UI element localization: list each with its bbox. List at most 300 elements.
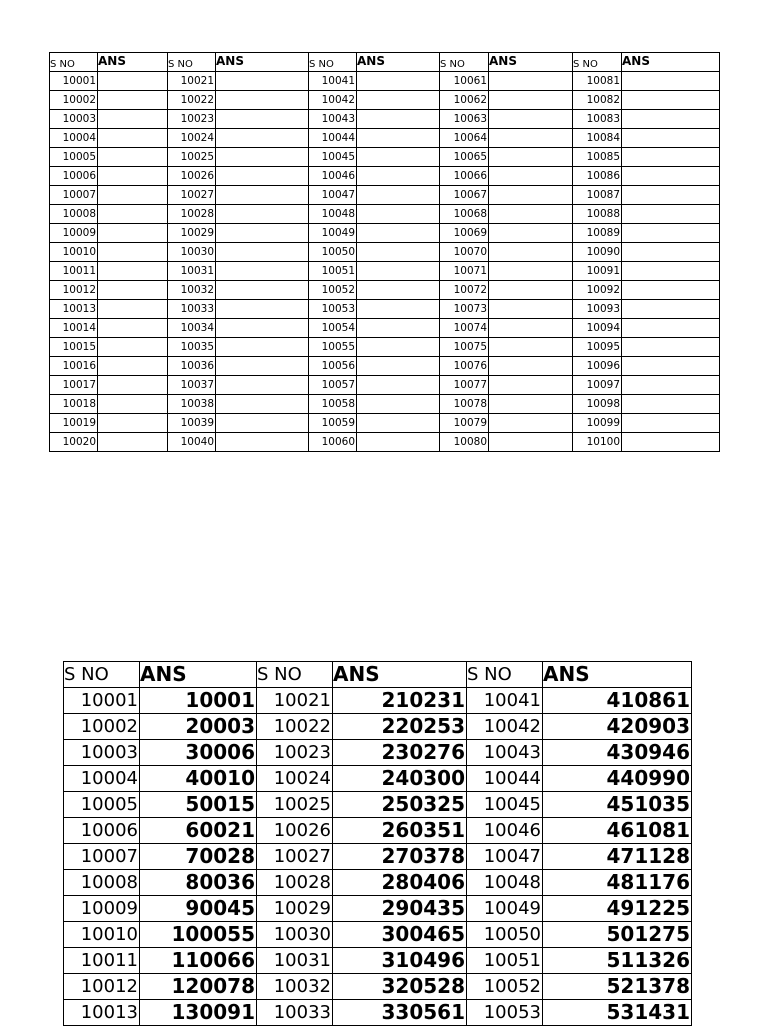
answer-cell: 260351 [333, 818, 467, 844]
answer-cell [622, 338, 720, 357]
answer-cell [98, 205, 168, 224]
serial-number-cell: 10007 [50, 186, 98, 205]
serial-number-cell: 10045 [467, 792, 543, 818]
table-header-row [50, 53, 720, 72]
answer-cell: 420903 [543, 714, 692, 740]
answer-cell [357, 167, 440, 186]
answer-cell: 130091 [140, 1000, 257, 1026]
table-row [50, 395, 720, 414]
answer-cell [489, 262, 573, 281]
header-ans: ANS [333, 662, 467, 688]
answer-cell: 240300 [333, 766, 467, 792]
answer-cell [98, 376, 168, 395]
answer-cell [357, 433, 440, 452]
table-row [64, 766, 692, 792]
serial-number-cell: 10040 [168, 433, 216, 452]
answer-cell [489, 414, 573, 433]
answer-cell [357, 281, 440, 300]
serial-number-cell: 10069 [440, 224, 489, 243]
serial-number-cell: 10068 [440, 205, 489, 224]
serial-number-cell: 10005 [64, 792, 140, 818]
serial-number-cell: 10091 [573, 262, 622, 281]
table-row [50, 262, 720, 281]
answer-cell: 521378 [543, 974, 692, 1000]
answer-cell: 220253 [333, 714, 467, 740]
table-row [50, 224, 720, 243]
answer-cell [216, 395, 309, 414]
serial-number-cell: 10049 [467, 896, 543, 922]
answer-cell: 290435 [333, 896, 467, 922]
serial-number-cell: 10030 [168, 243, 216, 262]
serial-number-cell: 10033 [257, 1000, 333, 1026]
serial-number-cell: 10029 [168, 224, 216, 243]
answer-cell [216, 414, 309, 433]
serial-number-cell: 10004 [50, 129, 98, 148]
answer-cell [357, 357, 440, 376]
answer-cell [489, 110, 573, 129]
table-row [50, 319, 720, 338]
answer-cell [489, 148, 573, 167]
serial-number-cell: 10043 [467, 740, 543, 766]
serial-number-cell: 10039 [168, 414, 216, 433]
serial-number-cell: 10052 [467, 974, 543, 1000]
serial-number-cell: 10074 [440, 319, 489, 338]
answer-cell [489, 395, 573, 414]
answer-cell [216, 205, 309, 224]
answer-cell: 80036 [140, 870, 257, 896]
serial-number-cell: 10047 [309, 186, 357, 205]
header-sno: S NO [309, 53, 357, 72]
answer-cell: 50015 [140, 792, 257, 818]
table-row [64, 896, 692, 922]
answer-cell [216, 319, 309, 338]
answer-cell [622, 224, 720, 243]
answer-cell [216, 300, 309, 319]
serial-number-cell: 10026 [257, 818, 333, 844]
table-row [50, 281, 720, 300]
serial-number-cell: 10028 [257, 870, 333, 896]
answer-cell: 430946 [543, 740, 692, 766]
answer-cell [98, 300, 168, 319]
answer-cell [357, 91, 440, 110]
answer-cell [622, 433, 720, 452]
serial-number-cell: 10050 [467, 922, 543, 948]
answer-cell [489, 376, 573, 395]
table-row [50, 243, 720, 262]
answer-cell [622, 319, 720, 338]
header-ans: ANS [622, 53, 720, 72]
serial-number-cell: 10051 [467, 948, 543, 974]
serial-number-cell: 10003 [50, 110, 98, 129]
header-sno: S NO [257, 662, 333, 688]
table-row [64, 974, 692, 1000]
serial-number-cell: 10034 [168, 319, 216, 338]
serial-number-cell: 10086 [573, 167, 622, 186]
table-header-row [64, 662, 692, 688]
answer-cell [489, 243, 573, 262]
answer-cell: 471128 [543, 844, 692, 870]
serial-number-cell: 10059 [309, 414, 357, 433]
serial-number-cell: 10067 [440, 186, 489, 205]
serial-number-cell: 10047 [467, 844, 543, 870]
serial-number-cell: 10085 [573, 148, 622, 167]
answer-cell [98, 262, 168, 281]
serial-number-cell: 10098 [573, 395, 622, 414]
serial-number-cell: 10027 [257, 844, 333, 870]
serial-number-cell: 10015 [50, 338, 98, 357]
serial-number-cell: 10041 [309, 72, 357, 91]
serial-number-cell: 10084 [573, 129, 622, 148]
serial-number-cell: 10049 [309, 224, 357, 243]
answer-cell [216, 148, 309, 167]
serial-number-cell: 10057 [309, 376, 357, 395]
serial-number-cell: 10031 [257, 948, 333, 974]
serial-number-cell: 10023 [257, 740, 333, 766]
serial-number-cell: 10064 [440, 129, 489, 148]
serial-number-cell: 10053 [309, 300, 357, 319]
serial-number-cell: 10075 [440, 338, 489, 357]
serial-number-cell: 10006 [50, 167, 98, 186]
table-row [50, 338, 720, 357]
serial-number-cell: 10032 [168, 281, 216, 300]
serial-number-cell: 10089 [573, 224, 622, 243]
serial-number-cell: 10031 [168, 262, 216, 281]
serial-number-cell: 10081 [573, 72, 622, 91]
answer-cell [216, 186, 309, 205]
serial-number-cell: 10009 [50, 224, 98, 243]
serial-number-cell: 10071 [440, 262, 489, 281]
answer-cell [622, 262, 720, 281]
serial-number-cell: 10017 [50, 376, 98, 395]
serial-number-cell: 10095 [573, 338, 622, 357]
answer-cell: 30006 [140, 740, 257, 766]
answer-cell [489, 129, 573, 148]
serial-number-cell: 10012 [64, 974, 140, 1000]
answer-cell [98, 72, 168, 91]
answer-cell: 20003 [140, 714, 257, 740]
serial-number-cell: 10054 [309, 319, 357, 338]
serial-number-cell: 10012 [50, 281, 98, 300]
serial-number-cell: 10096 [573, 357, 622, 376]
serial-number-cell: 10061 [440, 72, 489, 91]
serial-number-cell: 10010 [50, 243, 98, 262]
answer-cell [489, 338, 573, 357]
serial-number-cell: 10083 [573, 110, 622, 129]
serial-number-cell: 10037 [168, 376, 216, 395]
answer-cell [98, 338, 168, 357]
serial-number-cell: 10050 [309, 243, 357, 262]
answer-cell [98, 110, 168, 129]
answer-cell [98, 357, 168, 376]
serial-number-cell: 10044 [467, 766, 543, 792]
answer-cell [357, 243, 440, 262]
answer-cell: 330561 [333, 1000, 467, 1026]
answer-cell: 270378 [333, 844, 467, 870]
serial-number-cell: 10029 [257, 896, 333, 922]
answer-cell [357, 395, 440, 414]
serial-number-cell: 10035 [168, 338, 216, 357]
header-ans: ANS [357, 53, 440, 72]
serial-number-cell: 10038 [168, 395, 216, 414]
answer-cell: 230276 [333, 740, 467, 766]
answer-cell [489, 91, 573, 110]
serial-number-cell: 10023 [168, 110, 216, 129]
answer-cell [357, 300, 440, 319]
answer-cell: 60021 [140, 818, 257, 844]
answer-cell [98, 224, 168, 243]
serial-number-cell: 10093 [573, 300, 622, 319]
serial-number-cell: 10024 [257, 766, 333, 792]
answer-cell [216, 338, 309, 357]
answer-cell [357, 224, 440, 243]
answer-cell [489, 186, 573, 205]
answer-cell [98, 243, 168, 262]
serial-number-cell: 10018 [50, 395, 98, 414]
answer-cell [622, 376, 720, 395]
answer-cell: 481176 [543, 870, 692, 896]
answer-cell: 531431 [543, 1000, 692, 1026]
serial-number-cell: 10022 [168, 91, 216, 110]
serial-number-cell: 10070 [440, 243, 489, 262]
answer-cell [622, 414, 720, 433]
serial-number-cell: 10009 [64, 896, 140, 922]
serial-number-cell: 10011 [50, 262, 98, 281]
answer-cell: 100055 [140, 922, 257, 948]
answer-cell [489, 224, 573, 243]
answer-cell [489, 205, 573, 224]
serial-number-cell: 10087 [573, 186, 622, 205]
serial-number-cell: 10024 [168, 129, 216, 148]
serial-number-cell: 10014 [50, 319, 98, 338]
table-row [50, 91, 720, 110]
serial-number-cell: 10002 [64, 714, 140, 740]
serial-number-cell: 10080 [440, 433, 489, 452]
answer-cell [357, 414, 440, 433]
table-row [64, 948, 692, 974]
header-ans: ANS [140, 662, 257, 688]
serial-number-cell: 10072 [440, 281, 489, 300]
serial-number-cell: 10003 [64, 740, 140, 766]
answer-cell [98, 148, 168, 167]
answer-cell [357, 338, 440, 357]
table-row [64, 844, 692, 870]
table-row [50, 186, 720, 205]
serial-number-cell: 10030 [257, 922, 333, 948]
header-sno: S NO [573, 53, 622, 72]
answer-cell: 501275 [543, 922, 692, 948]
answer-cell: 10001 [140, 688, 257, 714]
header-sno: S NO [467, 662, 543, 688]
header-ans: ANS [543, 662, 692, 688]
answer-cell [357, 129, 440, 148]
answer-cell: 40010 [140, 766, 257, 792]
serial-number-cell: 10032 [257, 974, 333, 1000]
header-ans: ANS [98, 53, 168, 72]
serial-number-cell: 10076 [440, 357, 489, 376]
table-row [64, 714, 692, 740]
answer-cell [357, 376, 440, 395]
serial-number-cell: 10001 [50, 72, 98, 91]
serial-number-cell: 10045 [309, 148, 357, 167]
serial-number-cell: 10025 [257, 792, 333, 818]
answer-cell [489, 357, 573, 376]
answer-cell [489, 167, 573, 186]
serial-number-cell: 10056 [309, 357, 357, 376]
serial-number-cell: 10011 [64, 948, 140, 974]
header-ans: ANS [489, 53, 573, 72]
answer-cell: 491225 [543, 896, 692, 922]
serial-number-cell: 10041 [467, 688, 543, 714]
serial-number-cell: 10043 [309, 110, 357, 129]
serial-number-cell: 10079 [440, 414, 489, 433]
table-row [64, 870, 692, 896]
serial-number-cell: 10063 [440, 110, 489, 129]
answer-cell: 310496 [333, 948, 467, 974]
table-row [50, 376, 720, 395]
serial-number-cell: 10021 [257, 688, 333, 714]
answer-cell [216, 167, 309, 186]
serial-number-cell: 10026 [168, 167, 216, 186]
answer-cell [622, 129, 720, 148]
serial-number-cell: 10022 [257, 714, 333, 740]
serial-number-cell: 10077 [440, 376, 489, 395]
serial-number-cell: 10094 [573, 319, 622, 338]
header-ans: ANS [216, 53, 309, 72]
answer-cell: 440990 [543, 766, 692, 792]
answer-cell: 300465 [333, 922, 467, 948]
table-row [50, 129, 720, 148]
serial-number-cell: 10005 [50, 148, 98, 167]
answer-cell [622, 186, 720, 205]
header-sno: S NO [440, 53, 489, 72]
serial-number-cell: 10055 [309, 338, 357, 357]
answer-cell [216, 91, 309, 110]
answer-cell: 70028 [140, 844, 257, 870]
answer-cell [98, 319, 168, 338]
serial-number-cell: 10028 [168, 205, 216, 224]
serial-number-cell: 10002 [50, 91, 98, 110]
table-row [50, 110, 720, 129]
answer-cell [622, 148, 720, 167]
serial-number-cell: 10016 [50, 357, 98, 376]
answer-cell: 410861 [543, 688, 692, 714]
serial-number-cell: 10010 [64, 922, 140, 948]
serial-number-cell: 10048 [309, 205, 357, 224]
answer-cell [98, 186, 168, 205]
serial-number-cell: 10052 [309, 281, 357, 300]
answer-cell [622, 281, 720, 300]
answer-cell [216, 433, 309, 452]
table-row [50, 167, 720, 186]
answer-cell [357, 186, 440, 205]
serial-number-cell: 10019 [50, 414, 98, 433]
header-sno: S NO [64, 662, 140, 688]
serial-number-cell: 10051 [309, 262, 357, 281]
answer-cell [622, 243, 720, 262]
serial-number-cell: 10042 [467, 714, 543, 740]
answer-cell [622, 167, 720, 186]
answer-cell: 110066 [140, 948, 257, 974]
answer-cell [489, 433, 573, 452]
serial-number-cell: 10042 [309, 91, 357, 110]
serial-number-cell: 10090 [573, 243, 622, 262]
serial-number-cell: 10046 [309, 167, 357, 186]
answer-sheet-filled-table [63, 661, 692, 1026]
serial-number-cell: 10007 [64, 844, 140, 870]
answer-sheet-blank-table [49, 52, 720, 452]
answer-cell [216, 243, 309, 262]
serial-number-cell: 10100 [573, 433, 622, 452]
serial-number-cell: 10048 [467, 870, 543, 896]
answer-cell: 451035 [543, 792, 692, 818]
answer-cell [357, 72, 440, 91]
table-row [50, 433, 720, 452]
answer-cell [216, 262, 309, 281]
answer-cell [622, 395, 720, 414]
answer-cell: 320528 [333, 974, 467, 1000]
serial-number-cell: 10073 [440, 300, 489, 319]
table-row [64, 792, 692, 818]
serial-number-cell: 10001 [64, 688, 140, 714]
answer-cell [98, 129, 168, 148]
answer-cell [216, 224, 309, 243]
serial-number-cell: 10027 [168, 186, 216, 205]
header-sno: S NO [50, 53, 98, 72]
answer-cell [216, 281, 309, 300]
answer-cell [216, 72, 309, 91]
answer-cell: 90045 [140, 896, 257, 922]
answer-cell [98, 281, 168, 300]
table-row [64, 688, 692, 714]
answer-cell [357, 148, 440, 167]
serial-number-cell: 10013 [50, 300, 98, 319]
answer-cell [216, 357, 309, 376]
answer-cell [216, 129, 309, 148]
answer-cell [489, 72, 573, 91]
answer-cell: 461081 [543, 818, 692, 844]
answer-cell [622, 91, 720, 110]
serial-number-cell: 10008 [64, 870, 140, 896]
answer-cell [98, 414, 168, 433]
serial-number-cell: 10099 [573, 414, 622, 433]
answer-cell: 280406 [333, 870, 467, 896]
answer-cell [622, 357, 720, 376]
table-row [64, 818, 692, 844]
serial-number-cell: 10020 [50, 433, 98, 452]
serial-number-cell: 10062 [440, 91, 489, 110]
table-row [50, 357, 720, 376]
table-row [64, 740, 692, 766]
serial-number-cell: 10006 [64, 818, 140, 844]
table-row [50, 72, 720, 91]
answer-cell [357, 110, 440, 129]
answer-cell: 250325 [333, 792, 467, 818]
header-sno: S NO [168, 53, 216, 72]
serial-number-cell: 10044 [309, 129, 357, 148]
serial-number-cell: 10092 [573, 281, 622, 300]
serial-number-cell: 10097 [573, 376, 622, 395]
table-row [50, 300, 720, 319]
answer-cell [98, 433, 168, 452]
answer-cell [622, 72, 720, 91]
table-row [64, 922, 692, 948]
serial-number-cell: 10053 [467, 1000, 543, 1026]
serial-number-cell: 10013 [64, 1000, 140, 1026]
answer-cell [98, 395, 168, 414]
answer-cell [622, 300, 720, 319]
answer-cell [622, 110, 720, 129]
answer-cell [489, 300, 573, 319]
